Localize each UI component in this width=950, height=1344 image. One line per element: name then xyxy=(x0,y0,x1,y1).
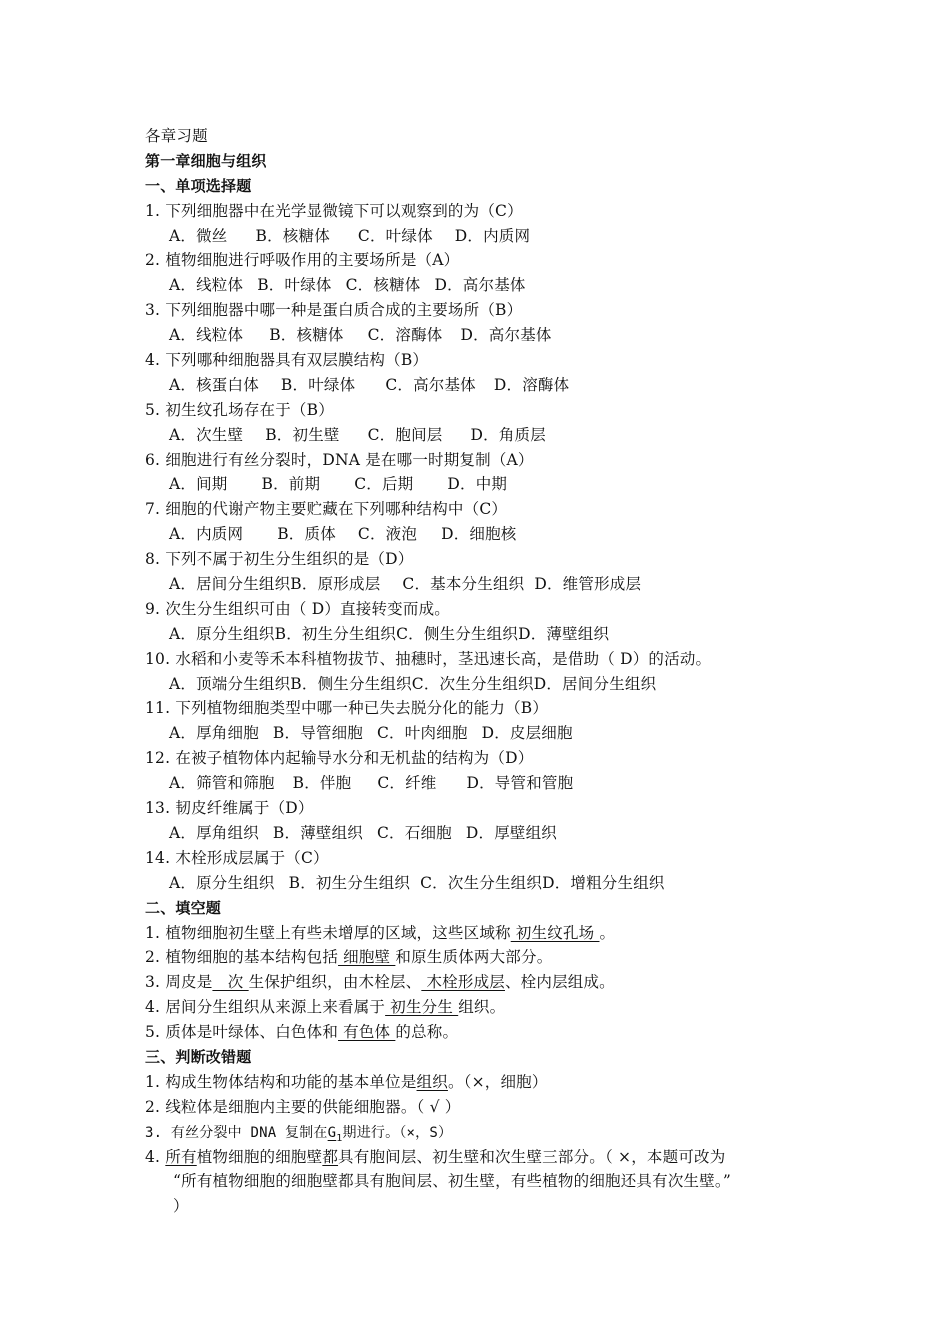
option-d: D．内质网 xyxy=(454,226,531,245)
question-text: 9. 次生分生组织可由（ D）直接转变而成。 xyxy=(145,599,450,618)
option-b: B．导管细胞 xyxy=(272,724,363,743)
option-b: B．核糖体 xyxy=(255,226,330,245)
option-c: C．核糖体 xyxy=(345,276,421,295)
question-text: 10. 水稻和小麦等禾本科植物拔节、抽穗时，茎迅速长高，是借助（ D）的活动。 xyxy=(145,649,712,668)
fill-answer: 有色体 xyxy=(338,1023,396,1042)
option-d: D．厚壁组织 xyxy=(465,823,558,842)
option-d: D．高尔基体 xyxy=(460,326,552,345)
question-options xyxy=(145,472,825,497)
option-c: C．叶肉细胞 xyxy=(377,724,468,743)
option-c: C．纤维 xyxy=(377,774,437,793)
question-text: 11. 下列植物细胞类型中哪一种已失去脱分化的能力（B） xyxy=(145,699,549,718)
option-d: D．皮层细胞 xyxy=(481,724,573,743)
judge-text: 具有胞间层、初生壁和次生壁三部分。（ ×，本题可改为 xyxy=(338,1147,726,1166)
option-a: A．原分生组织 xyxy=(169,873,275,892)
judge-text: 4. xyxy=(145,1147,166,1166)
option-a: A．顶端分生组织 xyxy=(169,674,291,693)
option-d: D．溶酶体 xyxy=(493,375,570,394)
option-b: B．前期 xyxy=(261,475,321,494)
judge-text: 植物细胞的细胞壁 xyxy=(196,1147,323,1166)
option-a: A．厚角细胞 xyxy=(169,724,259,743)
judge-answer: 。（×，细胞） xyxy=(447,1072,548,1091)
fill-text: 4. 居间分生组织从来源上来看属于 xyxy=(145,998,386,1017)
question-text: 1. 下列细胞器中在光学显微镜下可以观察到的为（C） xyxy=(145,201,523,220)
judge-item xyxy=(145,1120,825,1145)
question-options xyxy=(145,721,825,746)
option-a: A．原分生组织 xyxy=(169,624,275,643)
option-d: D．角质层 xyxy=(470,425,546,444)
fill-text: 1. 植物细胞初生壁上有些未增厚的区域，这些区域称 xyxy=(145,923,511,942)
question-options xyxy=(145,771,825,796)
question-options xyxy=(145,871,825,896)
option-d: D．维管形成层 xyxy=(534,575,642,594)
option-b: B．初生分生组织 xyxy=(288,873,411,892)
option-a: A．内质网 xyxy=(169,525,244,544)
question-options xyxy=(145,423,825,448)
question-options xyxy=(145,672,825,697)
option-b: B．原形成层 xyxy=(290,575,381,594)
document-page xyxy=(145,124,825,1219)
fill-text: 3. 周皮是 xyxy=(145,973,213,992)
section-heading-judge: 三、判断改错题 xyxy=(145,1047,252,1066)
option-d: D．居间分生组织 xyxy=(533,674,657,693)
question-options xyxy=(145,572,825,597)
option-a: A．间期 xyxy=(169,475,228,494)
fill-text: 的总称。 xyxy=(395,1023,459,1042)
question-text: 8. 下列不属于初生分生组织的是（D） xyxy=(145,550,414,569)
fill-text: 和原生质体两大部分。 xyxy=(395,948,553,967)
option-b: B．质体 xyxy=(277,525,336,544)
fill-text: 2. 植物细胞的基本结构包括 xyxy=(145,948,339,967)
question-text: 7. 细胞的代谢产物主要贮藏在下列哪种结构中（C） xyxy=(145,500,508,519)
option-c: C．溶酶体 xyxy=(367,326,443,345)
option-d: D．中期 xyxy=(447,475,508,494)
section-heading-fill: 二、填空题 xyxy=(145,898,222,917)
option-c: C．高尔基体 xyxy=(385,375,476,394)
option-c: C．次生分生组织 xyxy=(420,873,543,892)
option-c: C．石细胞 xyxy=(377,823,452,842)
option-a: A．核蛋白体 xyxy=(169,375,259,394)
option-c: C．液泡 xyxy=(357,525,418,544)
judge-item xyxy=(145,1145,825,1170)
judge-item: 2. 线粒体是细胞内主要的供能细胞器。（ √ ） xyxy=(145,1097,461,1116)
option-b: B．叶绿体 xyxy=(280,375,356,394)
judge-item-continuation: “所有植物细胞的细胞壁都具有胞间层、初生壁，有些植物的细胞还具有次生壁。” xyxy=(173,1172,732,1191)
option-d: D．高尔基体 xyxy=(434,276,526,295)
question-text: 12. 在被子植物体内起输导水分和无机盐的结构为（D） xyxy=(145,749,534,768)
question-text: 5. 初生纹孔场存在于（B） xyxy=(145,400,334,419)
option-c: C．侧生分生组织 xyxy=(396,624,519,643)
question-options xyxy=(145,323,825,348)
option-c: C．次生分生组织 xyxy=(411,674,534,693)
fill-answer: 初生纹孔场 xyxy=(510,923,600,942)
option-a: A．次生壁 xyxy=(169,425,244,444)
judge-item-continuation: ） xyxy=(173,1197,189,1216)
question-options xyxy=(145,373,825,398)
option-d: D．导管和管胞 xyxy=(466,774,574,793)
option-a: A．居间分生组织 xyxy=(169,575,291,594)
chapter-heading: 第一章细胞与组织 xyxy=(145,151,267,170)
question-text: 14. 木栓形成层属于（C） xyxy=(145,848,329,867)
question-text: 3. 下列细胞器中哪一种是蛋白质合成的主要场所（B） xyxy=(145,301,523,320)
option-d: D．细胞核 xyxy=(441,525,517,544)
g-symbol: G xyxy=(327,1124,337,1141)
question-options xyxy=(145,224,825,249)
fill-text: 组织。 xyxy=(458,998,506,1017)
judge-marked-word xyxy=(327,1124,343,1144)
option-b: B．薄壁组织 xyxy=(272,823,363,842)
fill-item xyxy=(145,995,825,1020)
question-options xyxy=(145,622,825,647)
question-text: 13. 韧皮纤维属于（D） xyxy=(145,799,314,818)
section-heading-choice: 一、单项选择题 xyxy=(145,176,252,195)
fill-item xyxy=(145,970,825,995)
question-options xyxy=(145,522,825,547)
fill-answer: 初生分生 xyxy=(385,998,459,1017)
fill-item xyxy=(145,921,825,946)
fill-text: 、栓内层组成。 xyxy=(504,973,615,992)
option-a: A．厚角组织 xyxy=(169,823,259,842)
question-options xyxy=(145,273,825,298)
option-d: D．增粗分生组织 xyxy=(542,873,665,892)
fill-answer: 次 xyxy=(212,973,249,992)
option-b: B．核糖体 xyxy=(269,326,344,345)
question-text: 4. 下列哪种细胞器具有双层膜结构（B） xyxy=(145,351,429,370)
judge-marked-word: 组织 xyxy=(416,1072,448,1091)
option-a: A．线粒体 xyxy=(169,326,244,345)
choice-question-list xyxy=(145,199,825,896)
judge-item xyxy=(145,1070,825,1095)
option-b: B．叶绿体 xyxy=(257,276,332,295)
option-b: B．侧生分生组织 xyxy=(290,674,412,693)
fill-text: 5. 质体是叶绿体、白色体和 xyxy=(145,1023,339,1042)
option-b: B．初生壁 xyxy=(265,425,340,444)
question-options xyxy=(145,821,825,846)
fill-item xyxy=(145,945,825,970)
option-a: A．微丝 xyxy=(169,226,228,245)
fill-answer: 细胞壁 xyxy=(338,948,396,967)
option-c: C．后期 xyxy=(354,475,414,494)
question-text: 2. 植物细胞进行呼吸作用的主要场所是（A） xyxy=(145,251,460,270)
question-text: 6. 细胞进行有丝分裂时，DNA 是在哪一时期复制（A） xyxy=(145,450,534,469)
judge-text: 3. 有丝分裂中 DNA 复制在 xyxy=(145,1124,328,1141)
document-title: 各章习题 xyxy=(145,127,208,145)
option-c: C．基本分生组织 xyxy=(402,575,525,594)
option-d: D．薄壁组织 xyxy=(518,624,610,643)
fill-answer: 木栓形成层 xyxy=(421,973,505,992)
fill-text: 。 xyxy=(599,923,616,942)
fill-text: 生保护组织，由木栓层、 xyxy=(248,973,422,992)
judge-answer: 期进行。（×，S） xyxy=(342,1124,453,1141)
fill-item xyxy=(145,1020,825,1045)
option-c: C．胞间层 xyxy=(367,425,443,444)
subscript: 1 xyxy=(336,1132,343,1144)
option-a: A．线粒体 xyxy=(169,276,244,295)
option-c: C．叶绿体 xyxy=(357,226,433,245)
judge-marked-word: 都 xyxy=(322,1147,339,1166)
option-b: B．伴胞 xyxy=(292,774,352,793)
judge-marked-word: 所有 xyxy=(165,1147,197,1166)
judge-text: 1. 构成生物体结构和功能的基本单位是 xyxy=(145,1072,417,1091)
option-a: A．筛管和筛胞 xyxy=(169,774,275,793)
option-b: B．初生分生组织 xyxy=(274,624,397,643)
